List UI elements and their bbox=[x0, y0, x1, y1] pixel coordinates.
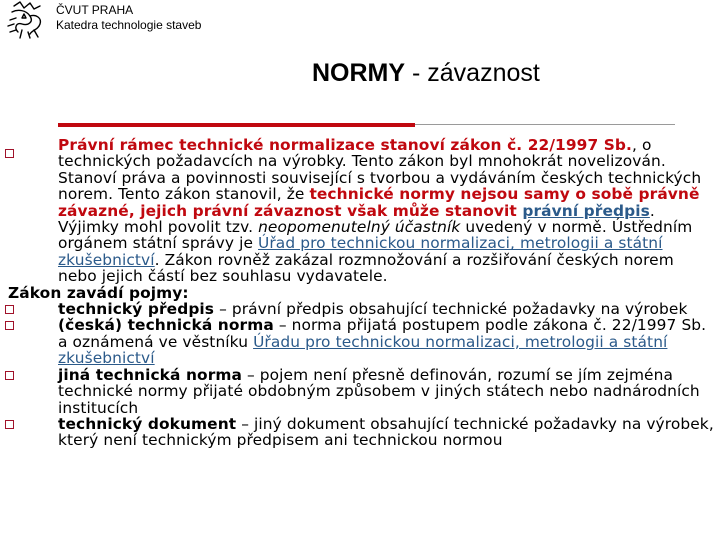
title-divider-gray bbox=[415, 124, 675, 125]
paragraph-text: uvedený v normě. Ústředním orgánem státní správy je bbox=[58, 218, 693, 253]
square-bullet-icon bbox=[5, 305, 14, 314]
term-name: (česká) technická norma bbox=[58, 316, 274, 335]
institution-name: ČVUT PRAHA bbox=[56, 3, 134, 17]
term-name: jiná technická norma bbox=[58, 365, 243, 384]
title-main: NORMY bbox=[312, 59, 406, 87]
binding-statement: technické normy nejsou samy o sobě právně závazné, jejich právní závaznost však může stanovit bbox=[58, 185, 700, 220]
legal-regulation-link[interactable]: právní předpis bbox=[522, 201, 650, 220]
office-standardization-link[interactable]: Úřad pro technickou normalizaci, metrologii a státní zkušebnictví bbox=[58, 234, 663, 269]
square-bullet-icon bbox=[5, 420, 14, 429]
law-terms-heading: Zákon zavádí pojmy: bbox=[8, 283, 189, 302]
term-definition: – právní předpis obsahující technické požadavky na výrobek bbox=[214, 300, 688, 319]
term-definition: – norma přijatá postupem podle zákona č. 22/1997 Sb. a oznámená ve věstníku bbox=[58, 316, 707, 351]
legal-framework-intro: Právní rámec technické normalizace stanoví zákon č. 22/1997 Sb. bbox=[58, 136, 632, 154]
title-divider-red bbox=[58, 123, 415, 127]
paragraph-text: . Výjimky mohl povolit tzv. bbox=[58, 201, 655, 237]
term-item bbox=[0, 317, 716, 366]
square-bullet-icon bbox=[5, 371, 14, 380]
square-bullet-icon bbox=[5, 321, 14, 330]
office-gazette-link[interactable]: Úřadu pro technickou normalizaci, metrologii a státní zkušebnictví bbox=[58, 332, 668, 368]
university-lion-logo bbox=[4, 0, 46, 40]
italic-term: neopomenutelný účastník bbox=[258, 218, 461, 237]
term-name: technický předpis bbox=[58, 300, 215, 319]
title-sub: - závaznost bbox=[405, 59, 540, 87]
paragraph-legal-framework bbox=[0, 137, 716, 285]
slide-body bbox=[0, 137, 716, 449]
term-item bbox=[0, 301, 716, 317]
slide-title bbox=[312, 58, 540, 88]
paragraph-text: . Zákon rovněž zakázal rozmnožování a rozšiřování českých norem nebo jejich částí bez souhlasu vydavatele. bbox=[58, 250, 674, 286]
institution-header bbox=[56, 3, 201, 33]
term-definition: – jiný dokument obsahující technické požadavky na výrobek, který není technickým předpisem ani technickou normou bbox=[58, 414, 714, 450]
department-name: Katedra technologie staveb bbox=[56, 18, 202, 32]
square-bullet-icon bbox=[5, 149, 14, 158]
term-item bbox=[0, 367, 716, 416]
term-name: technický dokument bbox=[58, 414, 237, 433]
term-item bbox=[0, 416, 716, 449]
paragraph-text: , o technických požadavcích na výrobky. Tento zákon byl mnohokrát novelizován. Stanoví práva a povinnosti související s tvorbou a vydáváním českých technických norem. Tento zákon stanovil, že bbox=[58, 136, 702, 204]
term-definition: – pojem není přesně definován, rozumí se jím zejména technické normy přijaté obdobným způsobem v jiných státech nebo nadnárodních institucích bbox=[58, 365, 700, 417]
